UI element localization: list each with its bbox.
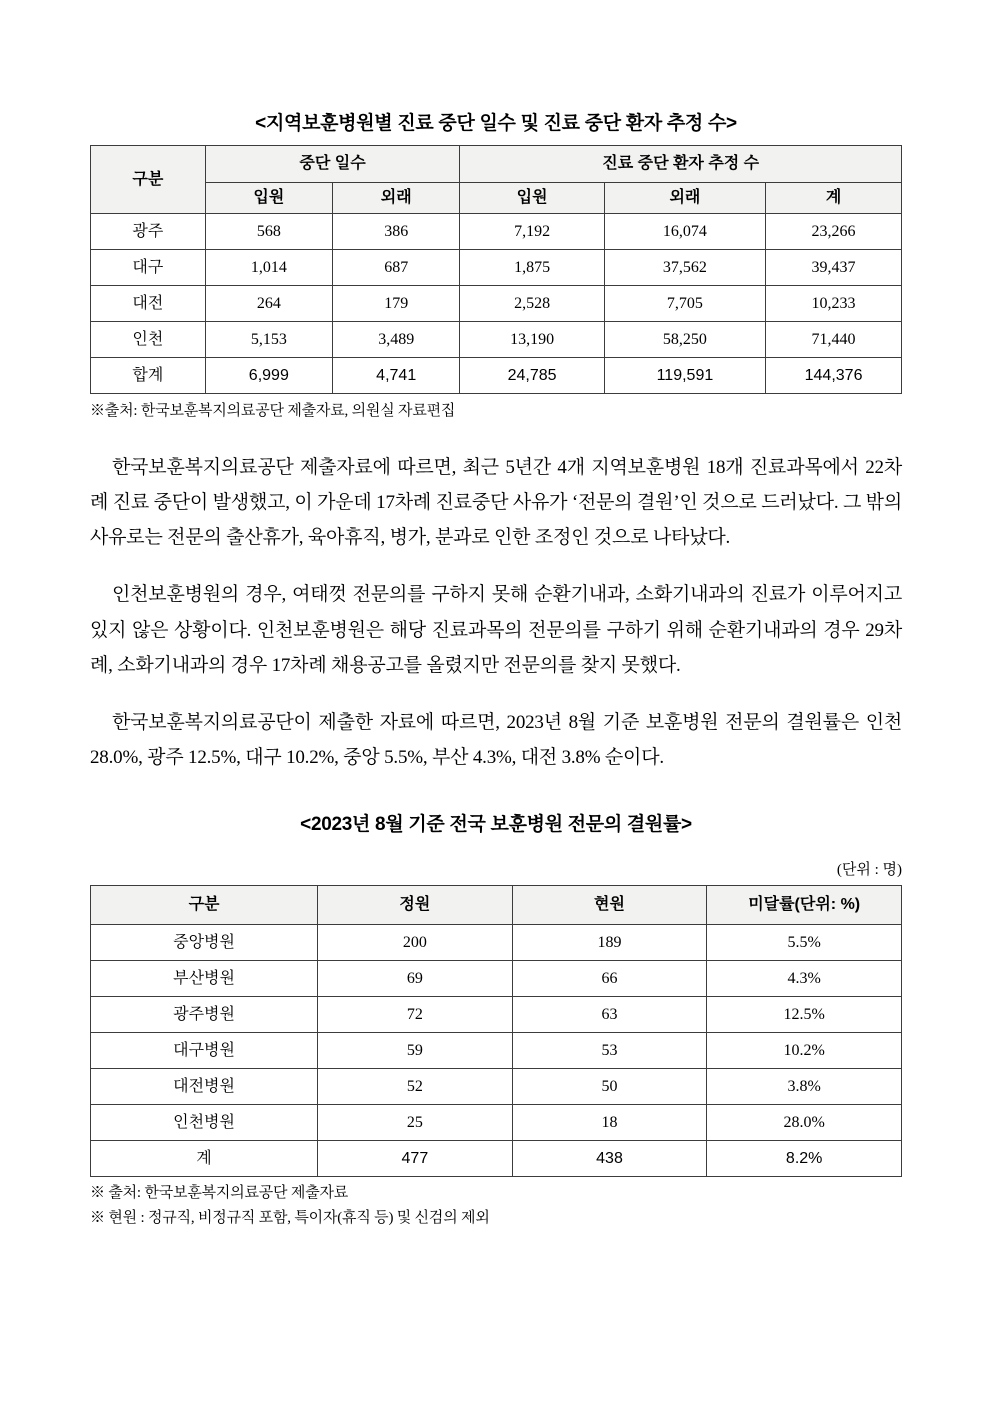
table2-row0-rate: 5.5% bbox=[707, 925, 902, 961]
table-row bbox=[91, 286, 902, 322]
table-row bbox=[91, 1033, 902, 1069]
table-row bbox=[91, 961, 902, 997]
table1-row2-pat-total: 10,233 bbox=[766, 286, 902, 322]
table2-row5-quota: 25 bbox=[318, 1105, 513, 1141]
table2-row2-quota: 72 bbox=[318, 997, 513, 1033]
paragraph-2: 인천보훈병원의 경우, 여태껏 전문의를 구하지 못해 순환기내과, 소화기내과의 진료가 이루어지고 있지 않은 상황이다. 인천보훈병원은 해당 진료과목의 전문의를 구하기 위해 순환기내과의 경우 29차례, 소화기내과의 경우 17차례 채용공고를 올렸지만 전문의를 찾지 못했다. bbox=[90, 584, 902, 676]
table2-row1-current: 66 bbox=[512, 961, 707, 997]
table1-subheader-pat-total: 계 bbox=[766, 183, 902, 214]
table2-row3-hospital: 대구병원 bbox=[91, 1033, 318, 1069]
table-medical-suspension bbox=[90, 145, 902, 394]
table1-row0-pat-total: 23,266 bbox=[766, 214, 902, 250]
table1-subheader-stop-inpatient: 입원 bbox=[205, 183, 332, 214]
table2-row6-current: 438 bbox=[512, 1141, 707, 1177]
table2-row3-quota: 59 bbox=[318, 1033, 513, 1069]
table-specialist-vacancy bbox=[90, 885, 902, 1177]
table2-header-current: 현원 bbox=[512, 886, 707, 925]
table1-row3-stop-in: 5,153 bbox=[205, 322, 332, 358]
table2-row0-hospital: 중앙병원 bbox=[91, 925, 318, 961]
table1-row4-stop-out: 4,741 bbox=[333, 358, 460, 394]
table2-row2-current: 63 bbox=[512, 997, 707, 1033]
table1-row1-pat-out: 37,562 bbox=[604, 250, 765, 286]
table-row bbox=[91, 322, 902, 358]
table2-row1-quota: 69 bbox=[318, 961, 513, 997]
paragraph-1: 한국보훈복지의료공단 제출자료에 따르면, 최근 5년간 4개 지역보훈병원 18개 진료과목에서 22차례 진료 중단이 발생했고, 이 가운데 17차례 진료중단 사유가 ‘전문의 결원’인 것으로 드러났다. 그 밖의 사유로는 전문의 출산휴가, 육아휴직, 병가, 분과로 인한 조정인 것으로 나타났다. bbox=[90, 457, 903, 549]
table1-subheader-stop-outpatient: 외래 bbox=[333, 183, 460, 214]
table1-row0-stop-out: 386 bbox=[333, 214, 460, 250]
table1-row0-pat-out: 16,074 bbox=[604, 214, 765, 250]
table1-source-note: ※출처: 한국보훈복지의료공단 제출자료, 의원실 자료편집 bbox=[90, 403, 456, 419]
table1-row3-pat-out: 58,250 bbox=[604, 322, 765, 358]
table1-row2-pat-in: 2,528 bbox=[460, 286, 604, 322]
table1-header-stopdays: 중단 일수 bbox=[205, 146, 460, 183]
spacer bbox=[90, 797, 902, 809]
table1-row4-stop-in: 6,999 bbox=[205, 358, 332, 394]
table2-row0-quota: 200 bbox=[318, 925, 513, 961]
table2-header-quota: 정원 bbox=[318, 886, 513, 925]
table2-header-category: 구분 bbox=[91, 886, 318, 925]
table1-row1-pat-total: 39,437 bbox=[766, 250, 902, 286]
table2-row1-hospital: 부산병원 bbox=[91, 961, 318, 997]
table1-row3-pat-in: 13,190 bbox=[460, 322, 604, 358]
table1-row0-pat-in: 7,192 bbox=[460, 214, 604, 250]
table-row bbox=[91, 925, 902, 961]
table2-row2-rate: 12.5% bbox=[707, 997, 902, 1033]
table2-header-row bbox=[91, 886, 902, 925]
table2-title: <2023년 8월 기준 전국 보훈병원 전문의 결원률> bbox=[300, 814, 692, 836]
table1-row1-stop-in: 1,014 bbox=[205, 250, 332, 286]
table1-title: <지역보훈병원별 진료 중단 일수 및 진료 중단 환자 추정 수> bbox=[255, 113, 737, 134]
table2-row6-quota: 477 bbox=[318, 1141, 513, 1177]
table-row bbox=[91, 214, 902, 250]
table1-row2-stop-out: 179 bbox=[333, 286, 460, 322]
table1-header-category: 구분 bbox=[91, 146, 206, 214]
table2-row3-current: 53 bbox=[512, 1033, 707, 1069]
spacer bbox=[90, 846, 902, 858]
table-row bbox=[91, 250, 902, 286]
table1-row3-stop-out: 3,489 bbox=[333, 322, 460, 358]
table1-header-row-1 bbox=[91, 146, 902, 183]
body-text bbox=[90, 450, 902, 775]
table1-row2-pat-out: 7,705 bbox=[604, 286, 765, 322]
table1-row3-pat-total: 71,440 bbox=[766, 322, 902, 358]
table2-row1-rate: 4.3% bbox=[707, 961, 902, 997]
table2-header-rate: 미달률(단위: %) bbox=[707, 886, 902, 925]
table2-row6-rate: 8.2% bbox=[707, 1141, 902, 1177]
table1-row2-region: 대전 bbox=[91, 286, 206, 322]
table-row bbox=[91, 1069, 902, 1105]
table-row-total bbox=[91, 358, 902, 394]
table2-row3-rate: 10.2% bbox=[707, 1033, 902, 1069]
table1-subheader-pat-outpatient: 외래 bbox=[604, 183, 765, 214]
table2-row5-rate: 28.0% bbox=[707, 1105, 902, 1141]
table1-row1-region: 대구 bbox=[91, 250, 206, 286]
table2-row4-quota: 52 bbox=[318, 1069, 513, 1105]
table1-header-row-2 bbox=[91, 183, 902, 214]
table1-section bbox=[90, 108, 902, 420]
table1-row4-pat-in: 24,785 bbox=[460, 358, 604, 394]
table2-row4-current: 50 bbox=[512, 1069, 707, 1105]
table2-row5-current: 18 bbox=[512, 1105, 707, 1141]
table1-row1-pat-in: 1,875 bbox=[460, 250, 604, 286]
table1-row4-region: 합계 bbox=[91, 358, 206, 394]
table2-section bbox=[90, 809, 902, 1227]
table1-row3-region: 인천 bbox=[91, 322, 206, 358]
table2-row6-hospital: 계 bbox=[91, 1141, 318, 1177]
table-row-total bbox=[91, 1141, 902, 1177]
table1-row0-stop-in: 568 bbox=[205, 214, 332, 250]
table2-source-note: ※ 출처: 한국보훈복지의료공단 제출자료 bbox=[90, 1185, 349, 1202]
table2-row5-hospital: 인천병원 bbox=[91, 1105, 318, 1141]
table1-row2-stop-in: 264 bbox=[205, 286, 332, 322]
table-row bbox=[91, 1105, 902, 1141]
table2-row4-hospital: 대전병원 bbox=[91, 1069, 318, 1105]
table1-row1-stop-out: 687 bbox=[333, 250, 460, 286]
paragraph-3: 한국보훈복지의료공단이 제출한 자료에 따르면, 2023년 8월 기준 보훈병원 전문의 결원률은 인천 28.0%, 광주 12.5%, 대구 10.2%, 중앙 5.5%, 부산 4.3%, 대전 3.8% 순이다. bbox=[90, 711, 902, 768]
table2-row0-current: 189 bbox=[512, 925, 707, 961]
table2-row4-rate: 3.8% bbox=[707, 1069, 902, 1105]
table1-row4-pat-out: 119,591 bbox=[604, 358, 765, 394]
table1-header-patients: 진료 중단 환자 추정 수 bbox=[460, 146, 902, 183]
table2-unit-label: (단위 : 명) bbox=[836, 862, 902, 879]
table1-subheader-pat-inpatient: 입원 bbox=[460, 183, 604, 214]
table1-row0-region: 광주 bbox=[91, 214, 206, 250]
table2-definition-note: ※ 현원 : 정규직, 비정규직 포함, 특이자(휴직 등) 및 신검의 제외 bbox=[90, 1210, 490, 1227]
table1-row4-pat-total: 144,376 bbox=[766, 358, 902, 394]
table2-row2-hospital: 광주병원 bbox=[91, 997, 318, 1033]
table-row bbox=[91, 997, 902, 1033]
